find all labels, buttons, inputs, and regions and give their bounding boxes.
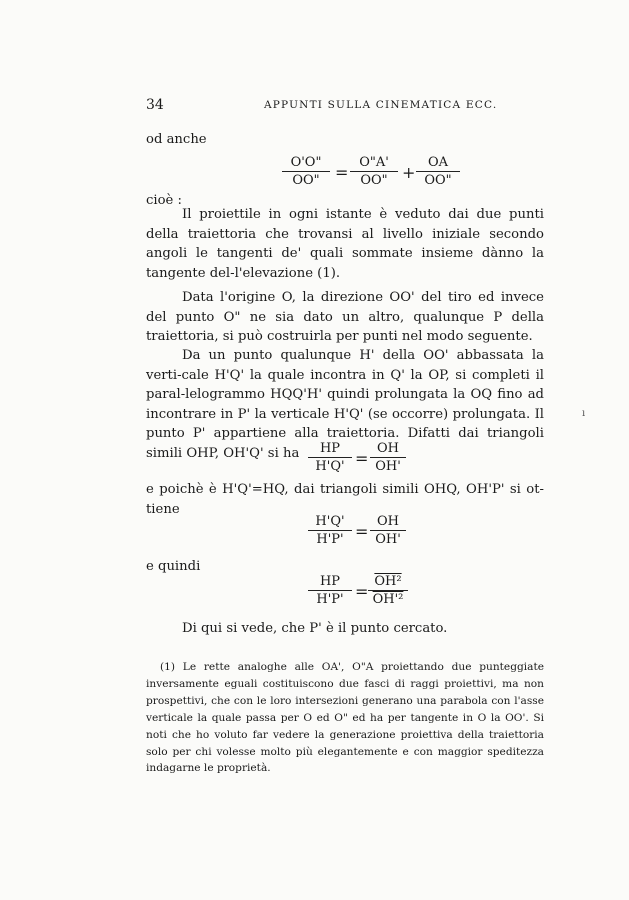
e-quindi-text: e quindi [146, 559, 201, 574]
eq2-right-numerator: OH [370, 441, 406, 458]
paragraph-3: Da un punto qualunque H' della OO' abbassata la verti-cale H'Q' la quale incontra in Q' la OP, si completi il paral-lelogrammo HQQ'H' quindi prolungata la OQ fino ad incontrare in P' la verticale H'Q' (se occorre) prolungata. Il punto P' appartiene alla traiettoria. Difatti dai triangoli simili OHP, OH'Q' si ha [146, 348, 544, 461]
eq3-left-denominator: H'P' [316, 532, 344, 547]
running-title: APPUNTI SULLA CINEMATICA ECC. [264, 99, 498, 111]
eq2-right-fraction [370, 441, 406, 474]
eq4-right-fraction [368, 574, 408, 607]
eq1-left-denominator: OO" [292, 173, 320, 188]
eq2-equals: = [355, 449, 369, 468]
eq1-right-denominator: OO" [424, 173, 452, 188]
eq2-left-numerator: HP [308, 441, 352, 458]
eq2-left-denominator: H'Q' [315, 459, 345, 474]
eq1-middle-denominator: OO" [360, 173, 388, 188]
eq4-equals: = [355, 582, 369, 601]
eq2-right-denominator: OH' [375, 459, 401, 474]
eq4-right-numerator: OH² [368, 574, 408, 591]
eq3-right-fraction [370, 514, 406, 547]
intro-text: od anche [146, 132, 207, 147]
eq3-left-fraction [308, 514, 352, 547]
eq1-plus: + [402, 163, 416, 182]
eq3-right-denominator: OH' [375, 532, 401, 547]
eq1-right-fraction [416, 155, 460, 188]
conclusion-text: Di qui si vede, che P' è il punto cercato. [182, 621, 448, 636]
page-number: 34 [146, 97, 164, 113]
eq3-right-numerator: OH [370, 514, 406, 531]
eq1-equals: = [335, 163, 349, 182]
eq4-right-denominator: OH'² [372, 592, 404, 607]
footnote: (1) Le rette analoghe alle OA', O"A proiettando due punteggiate inversamente eguali costituiscono due fasci di raggi proiettivi, ma non prospettivi, che con le loro intersezioni generano una parabola con l'asse verticale la quale passa per O ed O" ed ha per tangente in O la OO'. Si noti che ho voluto far vedere la generazione proiettiva della traiettoria solo per chi volesse molto più elegantemente e con maggior speditezza indagarne le proprietà. [146, 661, 544, 775]
paragraph-1: Il proiettile in ogni istante è veduto dai due punti della traiettoria che trovansi al livello iniziale secondo angoli le tangenti de' quali sommate insieme dànno la tangente del-l'elevazione (1). [146, 207, 544, 281]
eq1-left-numerator: O'O" [282, 155, 330, 172]
running-header [146, 97, 566, 115]
cioe-text: cioè : [146, 193, 182, 208]
eq3-equals: = [355, 522, 369, 541]
eq1-left-fraction [282, 155, 330, 188]
eq4-left-fraction [308, 574, 352, 607]
eq4-left-denominator: H'P' [316, 592, 344, 607]
paragraph-2: Data l'origine O, la direzione OO' del tiro ed invece del punto O" ne sia dato un altro, qualunque P della traiettoria, si può costruirla per punti nel modo seguente. [146, 290, 544, 344]
paragraph-4: e poichè è H'Q'=HQ, dai triangoli simili OHQ, OH'P' si ot-tiene [146, 482, 544, 517]
eq1-middle-fraction [350, 155, 398, 188]
eq3-left-numerator: H'Q' [308, 514, 352, 531]
eq1-right-numerator: OA [416, 155, 460, 172]
eq1-middle-numerator: O"A' [350, 155, 398, 172]
eq4-left-numerator: HP [308, 574, 352, 591]
margin-tick: ı [582, 408, 586, 419]
eq2-left-fraction [308, 441, 352, 474]
